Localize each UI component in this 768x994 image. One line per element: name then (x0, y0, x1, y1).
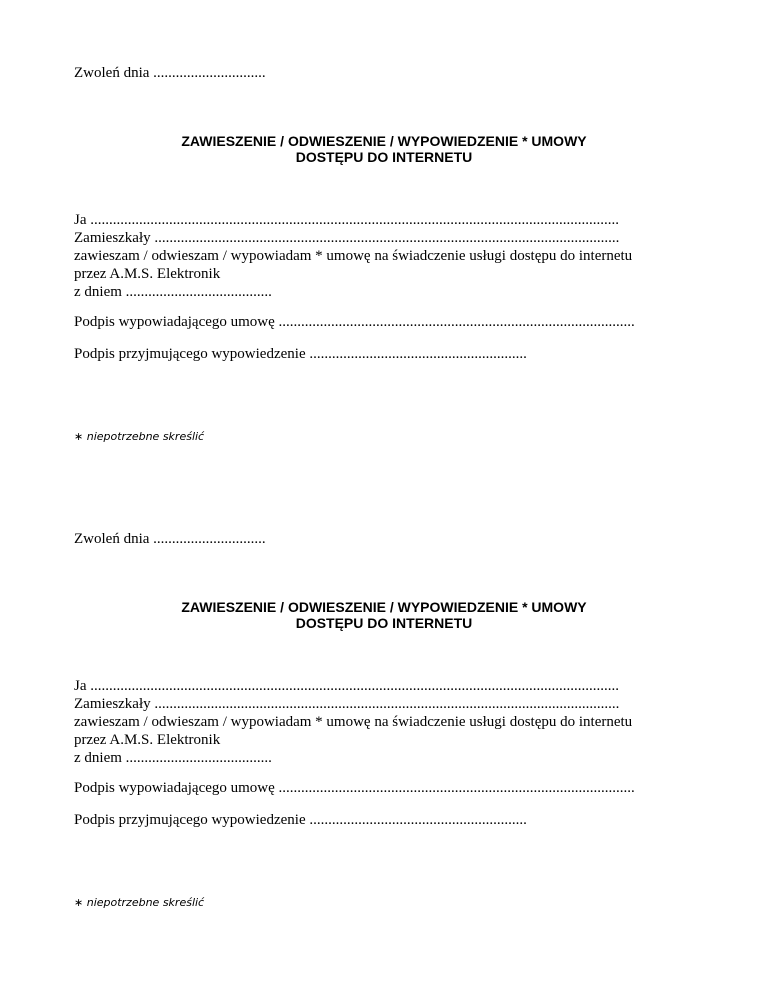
provider-line: przez A.M.S. Elektronik (74, 732, 221, 748)
asterisk-icon: ∗ (74, 430, 84, 443)
signature-receiving-line: Podpis przyjmującego wypowiedzenie .......................................................... (74, 346, 527, 362)
provider-line: przez A.M.S. Elektronik (74, 266, 221, 282)
signature-terminating-line: Podpis wypowiadającego umowę ............................................................................................... (74, 780, 635, 796)
footnote-text: niepotrzebne skreślić (86, 430, 205, 443)
asterisk-icon: ∗ (74, 896, 84, 909)
effective-date-line: z dniem ....................................... (74, 750, 272, 766)
effective-date-line: z dniem ....................................... (74, 284, 272, 300)
statement-line: zawieszam / odwieszam / wypowiadam * umowę na świadczenie usługi dostępu do internetu (74, 248, 633, 264)
footnote (74, 896, 204, 910)
name-line: Ja ............................................................................................................................................. (74, 678, 619, 694)
statement-line: zawieszam / odwieszam / wypowiadam * umowę na świadczenie usługi dostępu do internetu (74, 714, 633, 730)
footnote-text: niepotrzebne skreślić (86, 896, 205, 909)
name-line: Ja ............................................................................................................................................. (74, 212, 619, 228)
date-line: Zwoleń dnia .............................. (74, 531, 266, 547)
signature-receiving-line: Podpis przyjmującego wypowiedzenie .......................................................... (74, 812, 527, 828)
footnote (74, 430, 204, 444)
title-line-2: DOSTĘPU DO INTERNETU (295, 615, 473, 631)
title-line-1: ZAWIESZENIE / ODWIESZENIE / WYPOWIEDZENIE * UMOWY (181, 599, 587, 615)
document-title (74, 133, 694, 165)
title-line-2: DOSTĘPU DO INTERNETU (295, 149, 473, 165)
declaration-block (74, 677, 632, 767)
address-line: Zamieszkały ............................................................................................................................ (74, 696, 620, 712)
title-line-1: ZAWIESZENIE / ODWIESZENIE / WYPOWIEDZENIE * UMOWY (181, 133, 587, 149)
document-title (74, 599, 694, 631)
signature-terminating-line: Podpis wypowiadającego umowę ............................................................................................... (74, 314, 635, 330)
address-line: Zamieszkały ............................................................................................................................ (74, 230, 620, 246)
declaration-block (74, 211, 632, 301)
date-line: Zwoleń dnia .............................. (74, 65, 266, 81)
